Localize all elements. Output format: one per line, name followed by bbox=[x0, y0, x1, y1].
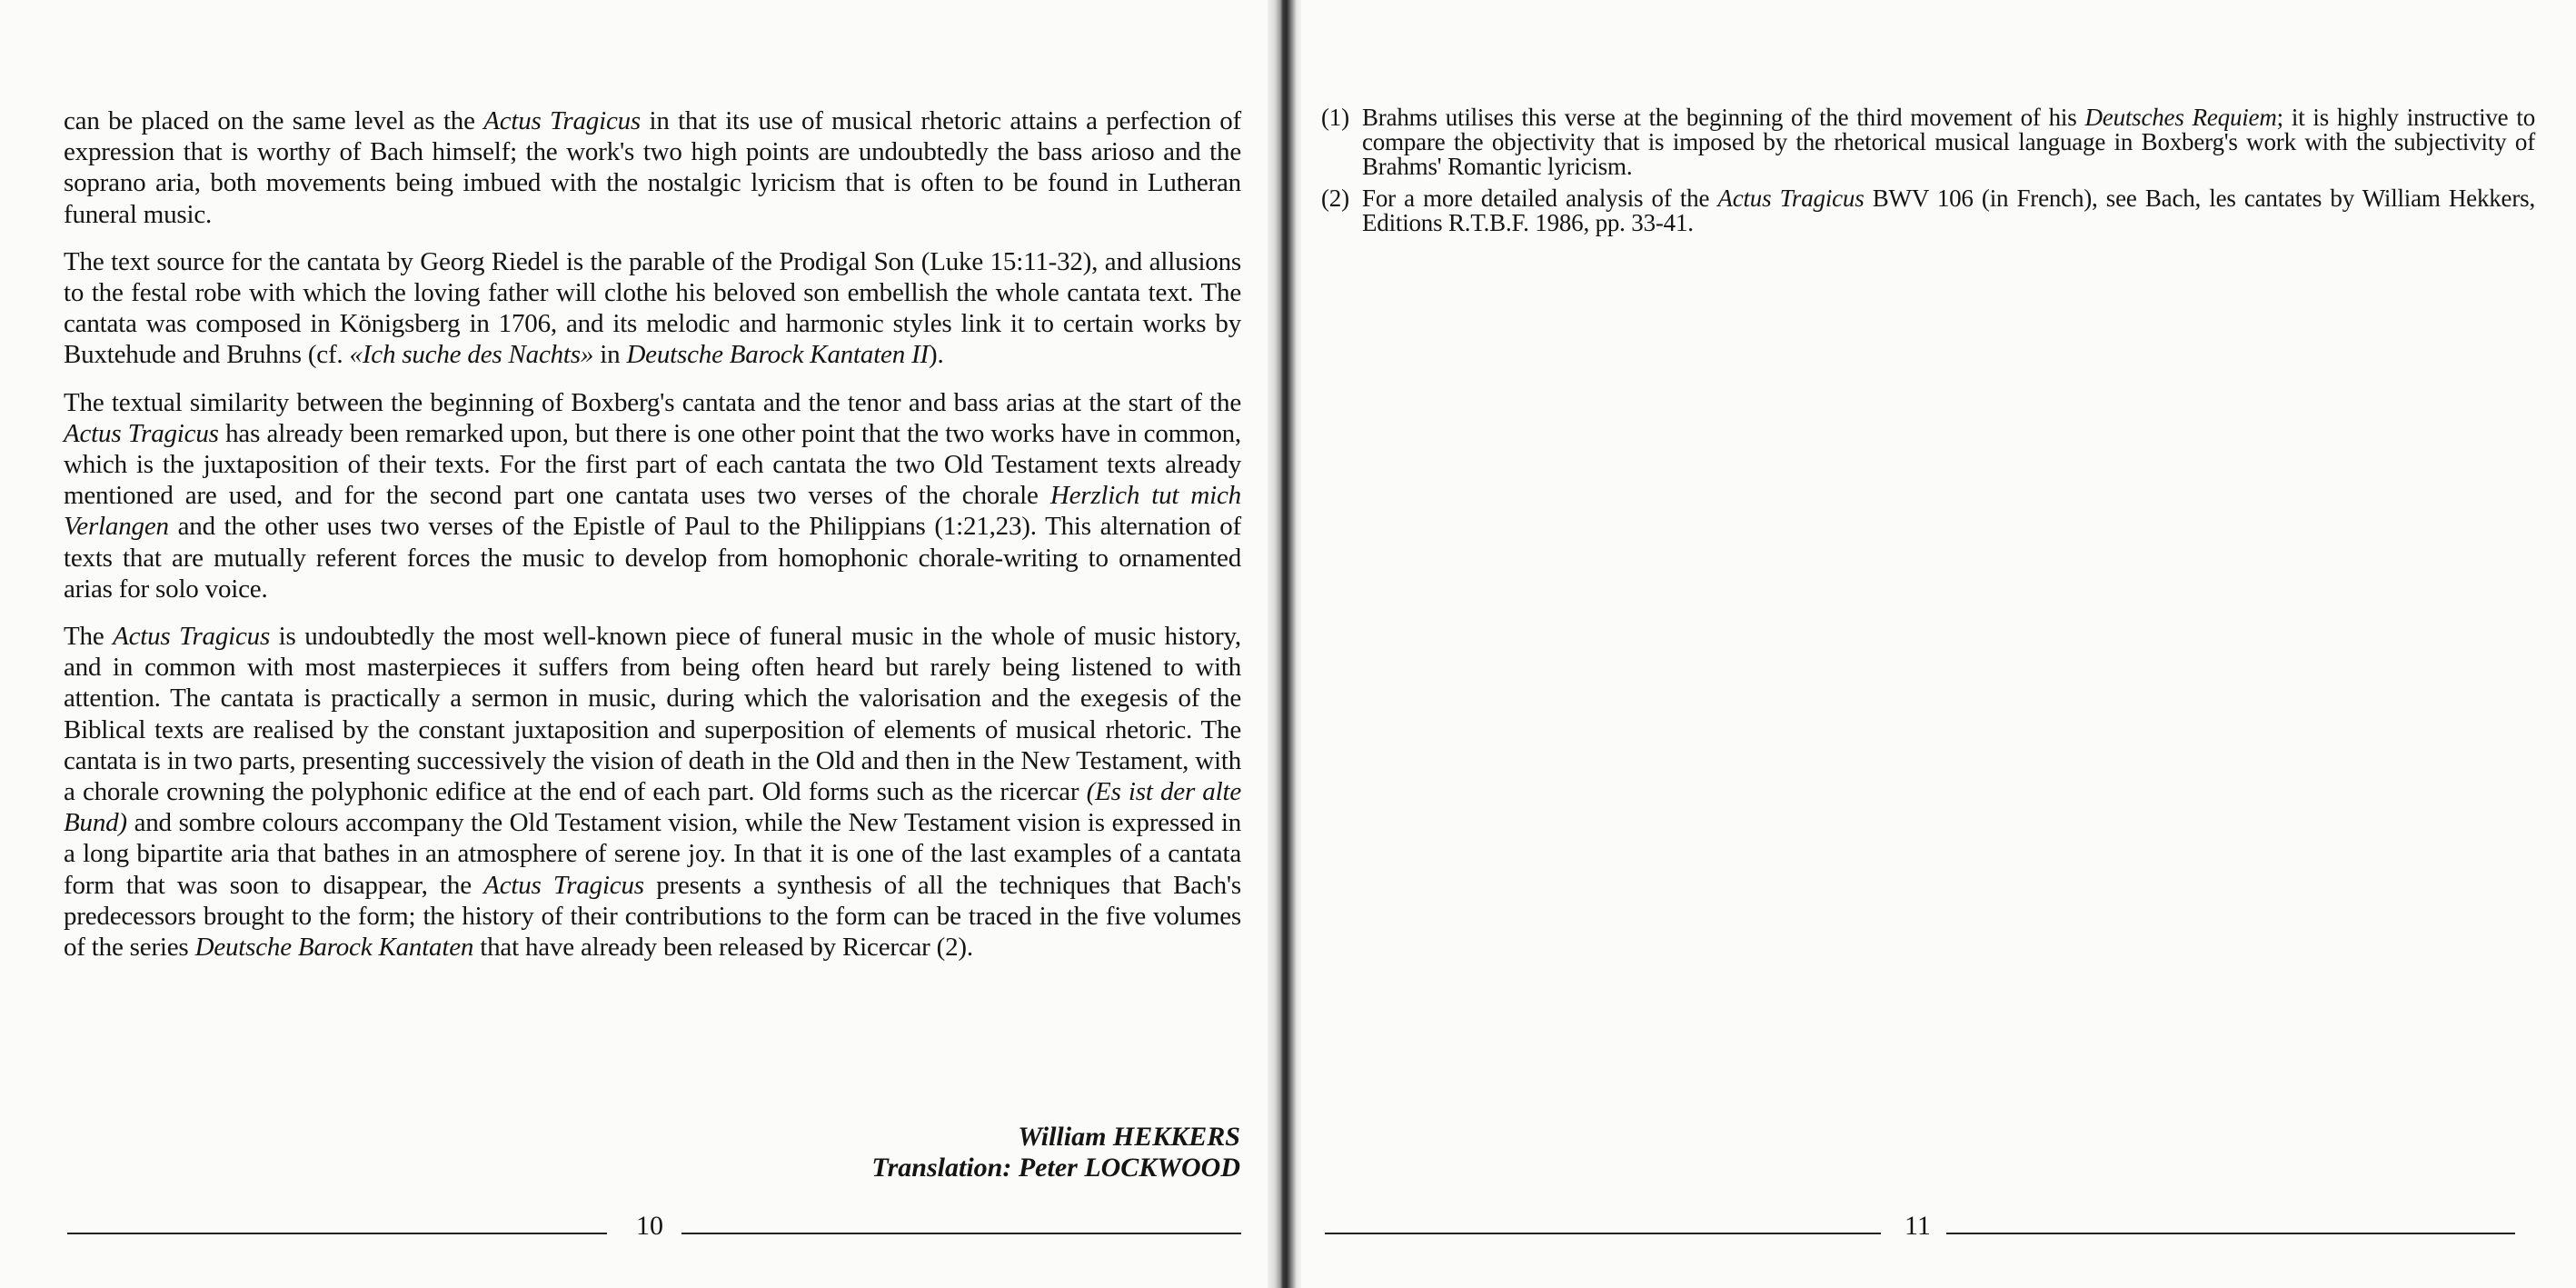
footnotes bbox=[1321, 105, 2535, 243]
author-signature bbox=[871, 1122, 1240, 1183]
essay-paragraph: can be placed on the same level as the Actus Tragicus in that its use of musical rhetoric attains a perfection of expression that is worthy of Bach himself; the work's two high points are undoubtedly the bass arioso and the soprano aria, both movements being imbued with the nostalgic lyricism that is often to be found in Lutheran funeral music. bbox=[64, 106, 1241, 229]
essay-paragraph: The Actus Tragicus is undoubtedly the most well-known piece of funeral music in the whole of music history, and in common with most masterpieces it suffers from being often heard but rarely being listened to with attention. The cantata is practically a sermon in music, during which the valorisation and the exegesis of the Biblical texts are realised by the constant juxtaposition and superposition of elements of musical rhetoric. The cantata is in two parts, presenting successively the vision of death in the Old and then in the New Testament, with a chorale crowning the polyphonic edifice at the end of each part. Old forms such as the ricercar (Es ist der alte Bund) and sombre colours accompany the Old Testament vision, while the New Testament vision is expressed in a long bipartite aria that bathes in an atmosphere of serene joy. In that it is one of the last examples of a cantata form that was soon to disappear, the Actus Tragicus presents a synthesis of all the techniques that Bach's predecessors brought to the form; the history of their contributions to the form can be traced in the five volumes of the series Deutsche Barock Kantaten that have already been released by Ricercar (2). bbox=[64, 622, 1241, 963]
translator-credit: Translation: Peter LOCKWOOD bbox=[871, 1153, 1240, 1183]
page-number: 10 bbox=[636, 1211, 663, 1241]
footer-rule-left bbox=[67, 1233, 607, 1234]
right-page bbox=[1301, 0, 2576, 1288]
book-gutter bbox=[1268, 0, 1301, 1288]
page-number: 11 bbox=[1905, 1211, 1931, 1241]
footnote-marker: (2) bbox=[1321, 185, 1349, 212]
footer-rule-right bbox=[1946, 1233, 2515, 1234]
essay-paragraph: The textual similarity between the beginning of Boxberg's cantata and the tenor and bass arias at the start of the Actus Tragicus has already been remarked upon, but there is one other point that the two works have in common, which is the juxtaposition of their texts. For the first part of each cantata the two Old Testament texts already mentioned are used, and for the second part one cantata uses two verses of the chorale Herzlich tut mich Verlangen and the other uses two verses of the Epistle of Paul to the Philippians (1:21,23). This alternation of texts that are mutually referent forces the music to develop from homophonic chorale-writing to ornamented arias for solo voice. bbox=[64, 387, 1241, 604]
footnote: (1) Brahms utilises this verse at the beginning of the third movement of his Deutsches Requiem; it is highly instructive to compare the objectivity that is imposed by the rhetorical musical language in Boxberg's work with the subjectivity of Brahms' Romantic lyricism. bbox=[1321, 104, 2535, 180]
footer-rule-right bbox=[681, 1233, 1241, 1234]
footer-rule-left bbox=[1325, 1233, 1881, 1234]
left-page bbox=[0, 0, 1268, 1288]
essay-body bbox=[64, 105, 1241, 979]
essay-paragraph: The text source for the cantata by Georg Riedel is the parable of the Prodigal Son (Luke 15:11-32), and allusions to the festal robe with which the loving father will clothe his beloved son embellish the whole cantata text. The cantata was composed in Königsberg in 1706, and its melodic and harmonic styles link it to certain works by Buxtehude and Bruhns (cf. «Ich suche des Nachts» in Deutsche Barock Kantaten II). bbox=[64, 246, 1241, 370]
footnote-marker: (1) bbox=[1321, 104, 1349, 131]
author-name: William HEKKERS bbox=[1018, 1122, 1240, 1152]
page-footer bbox=[67, 1209, 1241, 1245]
page-footer bbox=[1325, 1209, 2515, 1245]
footnote: (2) For a more detailed analysis of the Actus Tragicus BWV 106 (in French), see Bach, les cantates by William Hekkers, Editions R.T.B.F. 1986, pp. 33-41. bbox=[1321, 185, 2535, 236]
